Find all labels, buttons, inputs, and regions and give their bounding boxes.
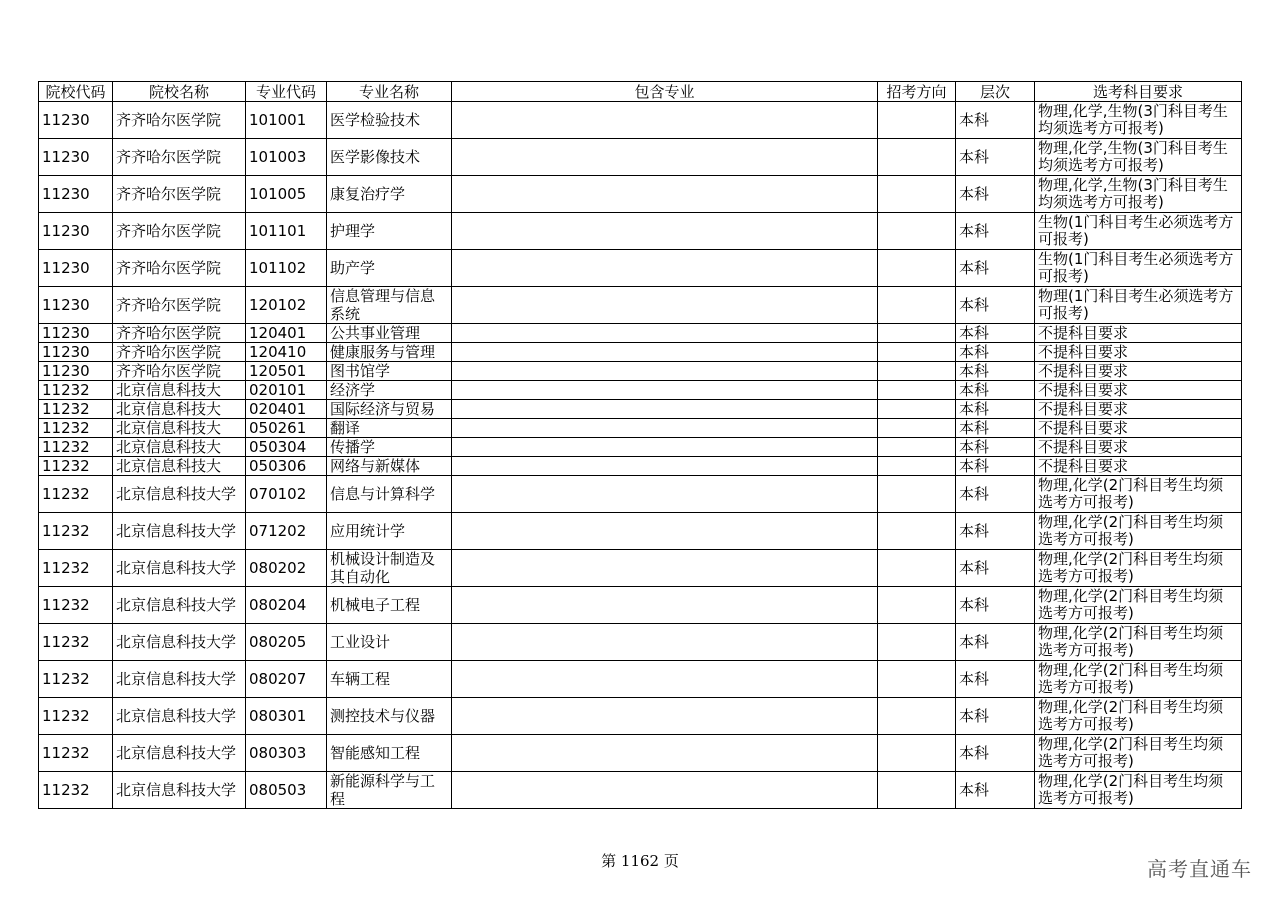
- major-name-cell: 国际经济与贸易: [327, 400, 452, 419]
- direction-cell: [878, 772, 956, 809]
- included-majors-cell: [452, 419, 878, 438]
- major-code-cell: 080204: [246, 587, 327, 624]
- requirement-cell: 物理,化学(2门科目考生均须选考方可报考): [1035, 587, 1242, 624]
- school-code-cell: 11230: [39, 250, 113, 287]
- level-cell: 本科: [956, 624, 1035, 661]
- table-row: [39, 343, 1242, 362]
- direction-cell: [878, 213, 956, 250]
- school-name-cell: 北京信息科技大: [113, 419, 246, 438]
- included-majors-cell: [452, 362, 878, 381]
- major-code-cell: 020401: [246, 400, 327, 419]
- direction-cell: [878, 102, 956, 139]
- requirement-cell: 不提科目要求: [1035, 324, 1242, 343]
- table-row: [39, 457, 1242, 476]
- included-majors-cell: [452, 400, 878, 419]
- level-cell: 本科: [956, 772, 1035, 809]
- major-name-cell: 经济学: [327, 381, 452, 400]
- major-code-cell: 080301: [246, 698, 327, 735]
- school-name-cell: 齐齐哈尔医学院: [113, 343, 246, 362]
- table-row: [39, 735, 1242, 772]
- school-code-cell: 11232: [39, 419, 113, 438]
- requirement-cell: 物理,化学,生物(3门科目考生均须选考方可报考): [1035, 176, 1242, 213]
- included-majors-cell: [452, 624, 878, 661]
- level-cell: 本科: [956, 381, 1035, 400]
- direction-cell: [878, 624, 956, 661]
- school-name-cell: 齐齐哈尔医学院: [113, 362, 246, 381]
- requirement-cell: 物理,化学(2门科目考生均须选考方可报考): [1035, 624, 1242, 661]
- requirement-cell: 物理,化学(2门科目考生均须选考方可报考): [1035, 513, 1242, 550]
- major-code-cell: 120501: [246, 362, 327, 381]
- table-row: [39, 624, 1242, 661]
- direction-cell: [878, 381, 956, 400]
- school-code-cell: 11232: [39, 661, 113, 698]
- school-code-cell: 11230: [39, 102, 113, 139]
- major-code-cell: 050304: [246, 438, 327, 457]
- school-code-cell: 11230: [39, 324, 113, 343]
- school-code-cell: 11230: [39, 343, 113, 362]
- included-majors-cell: [452, 698, 878, 735]
- major-name-cell: 健康服务与管理: [327, 343, 452, 362]
- requirement-cell: 生物(1门科目考生必须选考方可报考): [1035, 250, 1242, 287]
- included-majors-cell: [452, 139, 878, 176]
- included-majors-cell: [452, 661, 878, 698]
- level-cell: 本科: [956, 213, 1035, 250]
- level-cell: 本科: [956, 102, 1035, 139]
- table-row: [39, 400, 1242, 419]
- table-row: [39, 324, 1242, 343]
- major-code-cell: 101003: [246, 139, 327, 176]
- school-name-cell: 北京信息科技大学: [113, 624, 246, 661]
- level-cell: 本科: [956, 476, 1035, 513]
- school-code-cell: 11232: [39, 381, 113, 400]
- school-name-cell: 北京信息科技大学: [113, 476, 246, 513]
- school-name-cell: 北京信息科技大学: [113, 587, 246, 624]
- school-name-cell: 北京信息科技大: [113, 438, 246, 457]
- requirement-cell: 物理,化学(2门科目考生均须选考方可报考): [1035, 735, 1242, 772]
- included-majors-cell: [452, 324, 878, 343]
- major-code-cell: 120102: [246, 287, 327, 324]
- table-row: [39, 250, 1242, 287]
- school-code-cell: 11232: [39, 624, 113, 661]
- major-code-cell: 080207: [246, 661, 327, 698]
- included-majors-cell: [452, 550, 878, 587]
- included-majors-cell: [452, 457, 878, 476]
- requirement-cell: 不提科目要求: [1035, 343, 1242, 362]
- level-cell: 本科: [956, 587, 1035, 624]
- major-name-cell: 医学检验技术: [327, 102, 452, 139]
- major-code-cell: 080205: [246, 624, 327, 661]
- level-cell: 本科: [956, 250, 1035, 287]
- header-included-majors: 包含专业: [452, 82, 878, 102]
- header-requirement: 选考科目要求: [1035, 82, 1242, 102]
- major-name-cell: 公共事业管理: [327, 324, 452, 343]
- included-majors-cell: [452, 102, 878, 139]
- school-code-cell: 11230: [39, 139, 113, 176]
- major-code-cell: 071202: [246, 513, 327, 550]
- school-name-cell: 北京信息科技大学: [113, 550, 246, 587]
- school-name-cell: 齐齐哈尔医学院: [113, 102, 246, 139]
- major-name-cell: 信息与计算科学: [327, 476, 452, 513]
- table-row: [39, 176, 1242, 213]
- major-code-cell: 101101: [246, 213, 327, 250]
- major-name-cell: 测控技术与仪器: [327, 698, 452, 735]
- major-code-cell: 101005: [246, 176, 327, 213]
- school-name-cell: 北京信息科技大: [113, 381, 246, 400]
- school-code-cell: 11230: [39, 213, 113, 250]
- school-code-cell: 11232: [39, 476, 113, 513]
- requirement-cell: 不提科目要求: [1035, 457, 1242, 476]
- school-code-cell: 11232: [39, 698, 113, 735]
- direction-cell: [878, 419, 956, 438]
- level-cell: 本科: [956, 362, 1035, 381]
- direction-cell: [878, 513, 956, 550]
- school-name-cell: 齐齐哈尔医学院: [113, 250, 246, 287]
- included-majors-cell: [452, 735, 878, 772]
- major-code-cell: 080303: [246, 735, 327, 772]
- table-row: [39, 513, 1242, 550]
- header-row: [39, 82, 1242, 102]
- table-row: [39, 438, 1242, 457]
- included-majors-cell: [452, 772, 878, 809]
- major-name-cell: 机械电子工程: [327, 587, 452, 624]
- requirement-cell: 物理,化学(2门科目考生均须选考方可报考): [1035, 698, 1242, 735]
- table-row: [39, 698, 1242, 735]
- table-row: [39, 213, 1242, 250]
- included-majors-cell: [452, 381, 878, 400]
- table-body: [39, 102, 1242, 809]
- school-name-cell: 北京信息科技大学: [113, 735, 246, 772]
- major-name-cell: 助产学: [327, 250, 452, 287]
- included-majors-cell: [452, 250, 878, 287]
- major-code-cell: 080503: [246, 772, 327, 809]
- school-name-cell: 齐齐哈尔医学院: [113, 139, 246, 176]
- level-cell: 本科: [956, 419, 1035, 438]
- requirement-cell: 不提科目要求: [1035, 362, 1242, 381]
- school-name-cell: 北京信息科技大学: [113, 698, 246, 735]
- school-code-cell: 11230: [39, 176, 113, 213]
- included-majors-cell: [452, 343, 878, 362]
- header-direction: 招考方向: [878, 82, 956, 102]
- level-cell: 本科: [956, 400, 1035, 419]
- level-cell: 本科: [956, 287, 1035, 324]
- requirement-cell: 物理,化学(2门科目考生均须选考方可报考): [1035, 772, 1242, 809]
- table-row: [39, 381, 1242, 400]
- page-number: 第 1162 页: [601, 852, 679, 870]
- major-name-cell: 网络与新媒体: [327, 457, 452, 476]
- included-majors-cell: [452, 176, 878, 213]
- included-majors-cell: [452, 287, 878, 324]
- direction-cell: [878, 438, 956, 457]
- requirement-cell: 不提科目要求: [1035, 400, 1242, 419]
- direction-cell: [878, 550, 956, 587]
- school-code-cell: 11232: [39, 587, 113, 624]
- major-name-cell: 翻译: [327, 419, 452, 438]
- major-name-cell: 工业设计: [327, 624, 452, 661]
- level-cell: 本科: [956, 513, 1035, 550]
- table-row: [39, 587, 1242, 624]
- watermark-logo: 高考直通车: [1147, 857, 1252, 881]
- included-majors-cell: [452, 438, 878, 457]
- school-code-cell: 11232: [39, 550, 113, 587]
- major-code-cell: 120401: [246, 324, 327, 343]
- table-row: [39, 139, 1242, 176]
- requirement-cell: 物理,化学(2门科目考生均须选考方可报考): [1035, 661, 1242, 698]
- major-name-cell: 护理学: [327, 213, 452, 250]
- level-cell: 本科: [956, 438, 1035, 457]
- school-name-cell: 北京信息科技大学: [113, 772, 246, 809]
- level-cell: 本科: [956, 661, 1035, 698]
- direction-cell: [878, 176, 956, 213]
- header-major-name: 专业名称: [327, 82, 452, 102]
- major-name-cell: 新能源科学与工程: [327, 772, 452, 809]
- table-row: [39, 476, 1242, 513]
- major-name-cell: 智能感知工程: [327, 735, 452, 772]
- level-cell: 本科: [956, 343, 1035, 362]
- major-code-cell: 050306: [246, 457, 327, 476]
- header-school-code: 院校代码: [39, 82, 113, 102]
- major-name-cell: 应用统计学: [327, 513, 452, 550]
- school-name-cell: 北京信息科技大学: [113, 661, 246, 698]
- included-majors-cell: [452, 213, 878, 250]
- school-name-cell: 北京信息科技大: [113, 457, 246, 476]
- level-cell: 本科: [956, 735, 1035, 772]
- major-code-cell: 020101: [246, 381, 327, 400]
- school-code-cell: 11232: [39, 400, 113, 419]
- admission-table: [38, 81, 1242, 809]
- level-cell: 本科: [956, 139, 1035, 176]
- requirement-cell: 不提科目要求: [1035, 381, 1242, 400]
- major-name-cell: 信息管理与信息系统: [327, 287, 452, 324]
- requirement-cell: 物理,化学(2门科目考生均须选考方可报考): [1035, 550, 1242, 587]
- school-name-cell: 齐齐哈尔医学院: [113, 176, 246, 213]
- school-code-cell: 11230: [39, 362, 113, 381]
- direction-cell: [878, 362, 956, 381]
- requirement-cell: 生物(1门科目考生必须选考方可报考): [1035, 213, 1242, 250]
- school-code-cell: 11230: [39, 287, 113, 324]
- direction-cell: [878, 457, 956, 476]
- level-cell: 本科: [956, 324, 1035, 343]
- direction-cell: [878, 139, 956, 176]
- school-name-cell: 北京信息科技大学: [113, 513, 246, 550]
- direction-cell: [878, 476, 956, 513]
- major-code-cell: 050261: [246, 419, 327, 438]
- major-code-cell: 070102: [246, 476, 327, 513]
- requirement-cell: 不提科目要求: [1035, 419, 1242, 438]
- school-name-cell: 齐齐哈尔医学院: [113, 287, 246, 324]
- school-code-cell: 11232: [39, 735, 113, 772]
- requirement-cell: 物理,化学,生物(3门科目考生均须选考方可报考): [1035, 102, 1242, 139]
- admission-table-container: [38, 81, 1242, 809]
- school-code-cell: 11232: [39, 457, 113, 476]
- included-majors-cell: [452, 513, 878, 550]
- level-cell: 本科: [956, 550, 1035, 587]
- major-code-cell: 101001: [246, 102, 327, 139]
- major-name-cell: 医学影像技术: [327, 139, 452, 176]
- direction-cell: [878, 250, 956, 287]
- direction-cell: [878, 698, 956, 735]
- requirement-cell: 不提科目要求: [1035, 438, 1242, 457]
- included-majors-cell: [452, 587, 878, 624]
- requirement-cell: 物理(1门科目考生必须选考方可报考): [1035, 287, 1242, 324]
- header-level: 层次: [956, 82, 1035, 102]
- major-code-cell: 101102: [246, 250, 327, 287]
- school-name-cell: 齐齐哈尔医学院: [113, 324, 246, 343]
- direction-cell: [878, 400, 956, 419]
- header-school-name: 院校名称: [113, 82, 246, 102]
- major-code-cell: 080202: [246, 550, 327, 587]
- major-name-cell: 传播学: [327, 438, 452, 457]
- included-majors-cell: [452, 476, 878, 513]
- table-row: [39, 287, 1242, 324]
- level-cell: 本科: [956, 457, 1035, 476]
- direction-cell: [878, 587, 956, 624]
- school-name-cell: 齐齐哈尔医学院: [113, 213, 246, 250]
- requirement-cell: 物理,化学,生物(3门科目考生均须选考方可报考): [1035, 139, 1242, 176]
- major-code-cell: 120410: [246, 343, 327, 362]
- table-row: [39, 419, 1242, 438]
- table-row: [39, 772, 1242, 809]
- direction-cell: [878, 324, 956, 343]
- header-major-code: 专业代码: [246, 82, 327, 102]
- direction-cell: [878, 661, 956, 698]
- table-row: [39, 661, 1242, 698]
- table-row: [39, 102, 1242, 139]
- direction-cell: [878, 287, 956, 324]
- table-row: [39, 550, 1242, 587]
- school-code-cell: 11232: [39, 772, 113, 809]
- major-name-cell: 机械设计制造及其自动化: [327, 550, 452, 587]
- major-name-cell: 车辆工程: [327, 661, 452, 698]
- requirement-cell: 物理,化学(2门科目考生均须选考方可报考): [1035, 476, 1242, 513]
- major-name-cell: 康复治疗学: [327, 176, 452, 213]
- school-code-cell: 11232: [39, 513, 113, 550]
- school-code-cell: 11232: [39, 438, 113, 457]
- school-name-cell: 北京信息科技大: [113, 400, 246, 419]
- level-cell: 本科: [956, 176, 1035, 213]
- major-name-cell: 图书馆学: [327, 362, 452, 381]
- level-cell: 本科: [956, 698, 1035, 735]
- direction-cell: [878, 735, 956, 772]
- direction-cell: [878, 343, 956, 362]
- table-row: [39, 362, 1242, 381]
